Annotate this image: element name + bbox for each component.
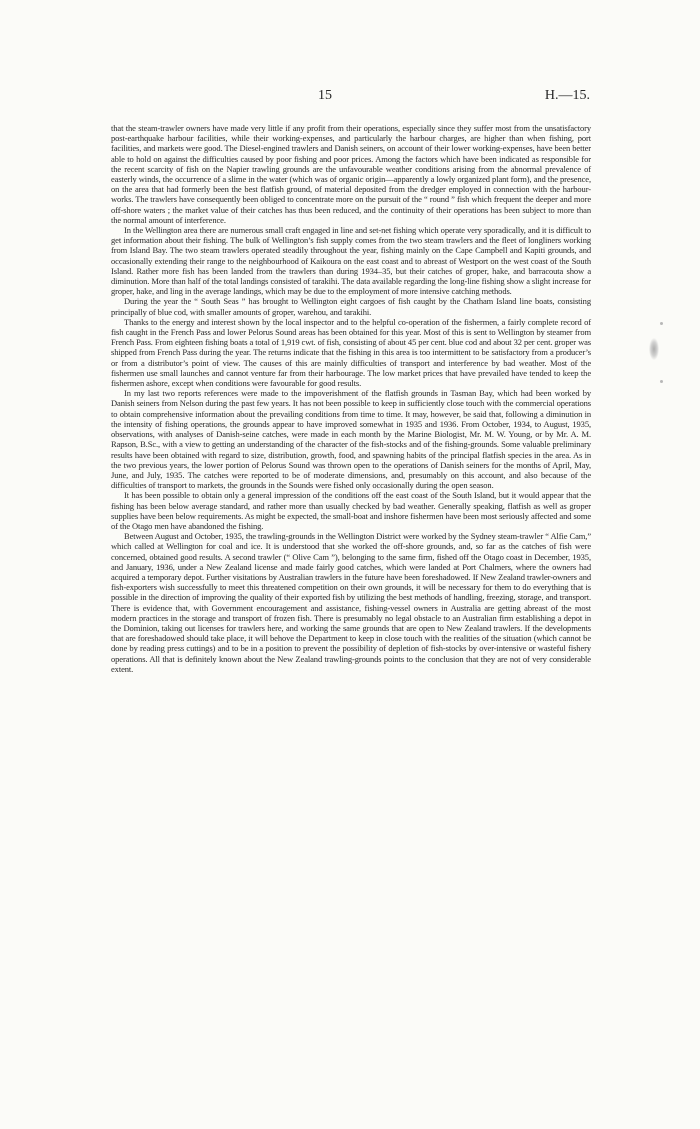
- paragraph: In the Wellington area there are numerous small craft engaged in line and set-net fishing which operate very sporadically, and it is difficult to get information about their fishing. The bulk of Wellington’s fish supply comes from the two steam trawlers and the fleet of longliners working from Island Bay. The two steam trawlers operated steadily throughout the year, fishing mainly on the Cape Campbell and Kapiti grounds, and occasionally extending their range to the neighbourhood of Kaikoura on the east coast and to abreast of Westport on the west coast of the South Island. Rather more fish has been landed from the trawlers than during 1934–35, but their catches of groper, hake, and barracouta show a diminution. More than half of the total landings consisted of tarakihi. The data available regarding the long-line fishing show a slight increase for groper, hake, and ling in the average landings, which may be due to the employment of more intensive catching methods.: [111, 225, 591, 297]
- paragraph: It has been possible to obtain only a general impression of the conditions off the east coast of the South Island, but it would appear that the fishing has been below average standard, and rather more than usually checked by bad weather. Generally speaking, flatfish as well as groper supplies have been below requirements. As might be expected, the small-boat and inshore fishermen have been most seriously affected and some of the Otago men have abandoned the fishing.: [111, 490, 591, 531]
- paragraph: Thanks to the energy and interest shown by the local inspector and to the helpful co-operation of the fishermen, a fairly complete record of fish caught in the French Pass and lower Pelorus Sound areas has been obtained for this year. Most of this is sent to Wellington by steamer from French Pass. From eighteen fishing boats a total of 1,919 cwt. of fish, consisting of about 45 per cent. blue cod and about 32 per cent. groper was shipped from French Pass during the year. The returns indicate that the fishing in this area is too intermittent to be satisfactory from a producer’s or from a distributor’s point of view. The causes of this are mainly difficulties of transport and interference by bad weather. Most of the fishermen use small launches and cannot venture far from their harbourage. The low market prices that have prevailed have tended to keep the fishermen ashore, except when conditions were favourable for good results.: [111, 316, 591, 389]
- page-header: [110, 88, 590, 108]
- scan-mark: [660, 380, 663, 383]
- paragraph: that the steam-trawler owners have made very little if any profit from their operations, especially since they suffer most from the unsatisfactory post-earthquake harbour facilities, while their working-expenses, and particularly the harbour charges, are higher than when fishing, port facilities, and markets were good. The Diesel-engined trawlers and Danish seiners, on account of their lower working-expenses, have been better able to hold on against the difficulties caused by poor fishing and poor prices. Among the factors which have been indicated as responsible for the recent scarcity of fish on the Napier trawling grounds are the unfavourable weather conditions arising from the abnormal prevalence of easterly winds, the occurrence of a slime in the water (which was of organic origin—apparently a lowly organized plant form), and the presence, on the area that had formerly been the best flatfish ground, of material deposited from the dredger employed in connection with the harbour-works. The trawlers have consequently been obliged to concentrate more on the pursuit of the “ round ” fish which frequent the deeper and more off-shore waters ; the market value of their catches has thus been reduced, and the continuity of their operations has been subject to more than the normal amount of interference.: [111, 123, 591, 225]
- paragraph: In my last two reports references were made to the impoverishment of the flatfish grounds in Tasman Bay, which had been worked by Danish seiners from Nelson during the past few years. It has not been possible to keep in sufficiently close touch with the commercial operations to obtain comprehensive information about the prevailing conditions from time to time. It may, however, be said that, following a diminution in the intensity of fishing operations, the grounds appear to have improved somewhat in 1935 and 1936. From October, 1934, to August, 1935, observations, with analyses of Danish-seine catches, were made in each month by the Marine Biologist, Mr. M. W. Young, or by Mr. A. M. Rapson, B.Sc., with a view to getting an understanding of the character of the fish-stocks and of the fishing-grounds. Some valuable preliminary results have been obtained with regard to size, distribution, growth, food, and spawning habits of the principal flatfish species in the area. As in the two previous years, the lower portion of Pelorus Sound was thrown open to the operations of Danish seiners for the months of April, May, June, and July, 1935. The catches were reported to be of moderate dimensions, and, presumably on this account, and also because of the difficulties of transport to markets, the grounds in the Sounds were fished only occasionally during the open season.: [111, 388, 591, 491]
- page-number: 15: [318, 88, 332, 103]
- body-text: [111, 123, 591, 674]
- scan-speck: [649, 338, 659, 360]
- paragraph: Between August and October, 1935, the trawling-grounds in the Wellington District were worked by the Sydney steam-trawler “ Alfie Cam,” which called at Wellington for coal and ice. It is understood that she worked the off-shore grounds, and, so far as the catches of fish were concerned, obtained good results. A second trawler (“ Olive Cam ”), belonging to the same firm, fished off the Otago coast in December, 1935, and January, 1936, under a New Zealand license and made fairly good catches, which were landed at Port Chalmers, where the owners had acquired a temporary depot. Further visitations by Australian trawlers in the future have been foreshadowed. If New Zealand trawler-owners and fish-exporters wish successfully to meet this threatened competition on their own grounds, it will be necessary for them to do everything that is possible in the direction of improving the quality of their exported fish by utilizing the best methods of handling, freezing, storage, and transport. There is evidence that, with Government encouragement and assistance, fishing-vessel owners in Australia are getting abreast of the most modern practices in the storage and transport of frozen fish. There is presumably no legal obstacle to an Australian firm establishing a depot in the Dominion, taking out licenses for trawlers here, and working the same grounds that are open to New Zealand trawlers. If the developments that are foreshadowed should take place, it will behove the Department to keep in close touch with the realities of the situation (which cannot be done by reading press cuttings) and to be in a position to prevent the possibility of depletion of fish-stocks by over-intensive or wasteful fishery operations. All that is definitely known about the New Zealand trawling-grounds points to the conclusion that they are not of very considerable extent.: [111, 531, 591, 674]
- paragraph: During the year the “ South Seas ” has brought to Wellington eight cargoes of fish caught by the Chatham Island line boats, consisting principally of blue cod, with smaller amounts of groper, warehou, and tarakihi.: [111, 296, 591, 317]
- scan-mark: [660, 322, 663, 325]
- report-code: H.—15.: [544, 88, 590, 103]
